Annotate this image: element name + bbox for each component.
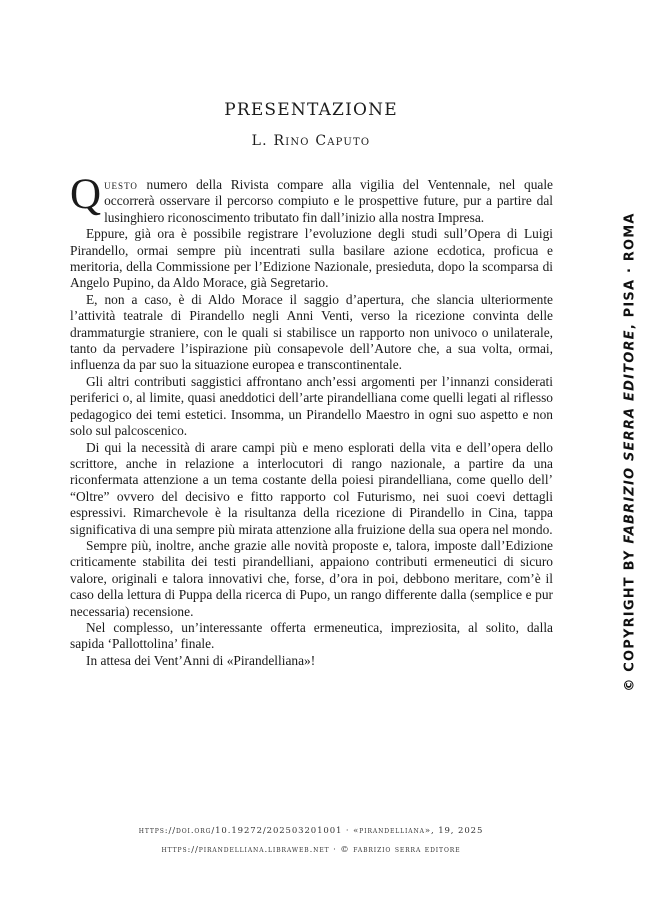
paragraph-1-text: numero della Rivista compare alla vigilia del Ventennale, nel quale occorrerà osservare il percorso compiuto e le prospettive future, pur a partire dal lusinghiero riconoscimento tributato fin dall’inizio alla nostra Impresa. [104,177,553,225]
paragraph-3: E, non a caso, è di Aldo Morace il saggio d’apertura, che slancia ulteriormente l’attività teatrale di Pirandello negli Anni Venti, verso la ricezione convinta delle drammaturgie straniere, con le quali si stabilisce un rapporto non univoco o unilaterale, tanto da pervadere l’ispirazione più consapevole dell’Autore che, a sua volta, ormai, influenza da par suo la situazione europea e transcontinentale. [70,291,553,373]
copyright-suffix: , PISA · ROMA [622,212,638,330]
drop-cap: Q [70,171,102,218]
paragraph-4: Gli altri contributi saggistici affrontano anch’essi argomenti per l’innanzi considerati periferici o, al limite, quasi aneddotici dell’arte pirandelliana come quelli legati al riflesso pedagogico dei temi estetici. Insomma, un Pirandello Maestro in ogni suo aspetto e non solo sul palcoscenico. [70,373,553,439]
paragraph-1 [70,171,553,226]
page-title: PRESENTAZIONE [224,100,398,120]
small-caps-lead: uesto [104,177,138,192]
paragraph-6: Sempre più, inoltre, anche grazie alle novità proposte e, talora, imposte dall’Edizione criticamente stabilita dei testi pirandelliani, appaiono contributi ermeneutici di sicuro valore, originali e talora innovativi che, forse, d’ora in poi, debbono meritare, com’è il caso della lettura di Puppa della ricerca di Pupo, un rango differente dalla (semplice e pur necessaria) recensione. [70,537,553,619]
copyright-prefix: © COPYRIGHT BY [622,543,638,692]
copyright-publisher: FABRIZIO SERRA EDITORE [622,329,638,544]
paragraph-5: Di qui la necessità di arare campi più e meno esplorati della vita e dell’opera dello scrittore, anche in relazione a interlocutori di rango nazionale, a partire da una riconfermata attenzione a un tema costante della poiesi pirandelliana, come quello dell’ “Oltre” ovvero del decisivo e fitto rapporto col Futurismo, nei suoi coevi dettagli espressivi. Rimarchevole è la risultanza della ricezione di Pirandello in Cina, tappa significativa di una sempre più mirata attenzione alla fruizione della sua opera nel mondo. [70,439,553,537]
footer-site-line: https://pirandelliana.libraweb.net · © fabrizio serra editore [161,845,461,855]
paragraph-8: In attesa dei Vent’Anni di «Pirandelliana»! [86,652,316,668]
copyright-notice [620,212,640,692]
article-body [70,171,553,669]
paragraph-7: Nel complesso, un’interessante offerta ermeneutica, impreziosita, al solito, dalla sapida ‘Pallottolina’ finale. [70,619,553,652]
copyright-text [623,212,638,691]
footer-doi-line: https://doi.org/10.19272/202503201001 · «pirandelliana», 19, 2025 [138,826,484,836]
author-name: L. Rino Caputo [251,133,371,149]
paragraph-2: Eppure, già ora è possibile registrare l’evoluzione degli studi sull’Opera di Luigi Pirandello, ormai sempre più incentrati sulla basilare azione ecdotica, proficua e meritoria, della Commissione per l’Edizione Nazionale, presieduta, dopo la scomparsa di Angelo Pupino, da Aldo Morace, già Segretario. [70,226,553,291]
